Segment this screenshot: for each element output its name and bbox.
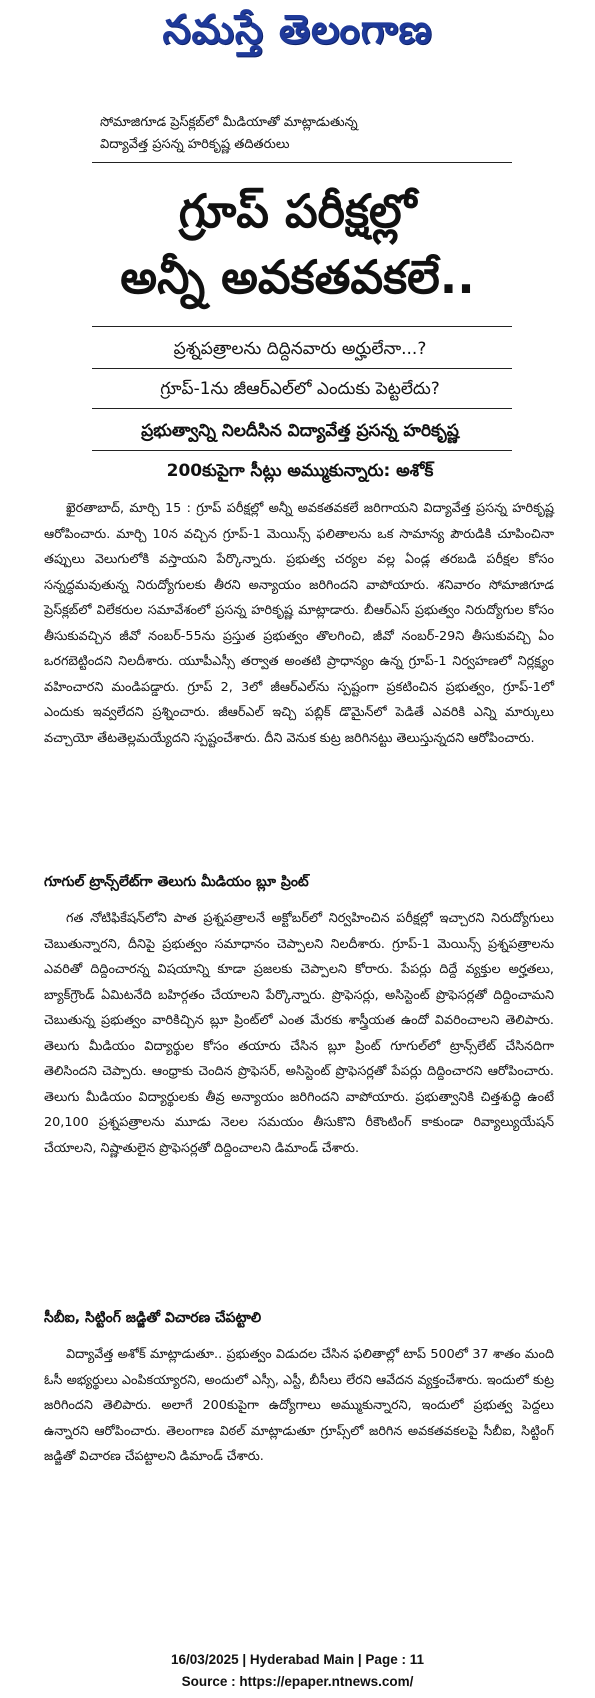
article-body-part-3 (44, 1342, 554, 1470)
caption-line-1: సోమాజిగూడ ప్రెస్‌క్లబ్‌లో మీడియాతో మాట్లాడుతున్న (100, 115, 358, 130)
headline-line-1: గ్రూప్ పరీక్షల్లో (178, 184, 417, 238)
deck-divider-1 (92, 368, 512, 369)
deck-divider-3 (92, 450, 512, 451)
paragraph-1: ఖైరతాబాద్, మార్చి 15 : గ్రూప్ పరీక్షల్లో అన్నీ అవకతవకలే జరిగాయని విద్యావేత్త ప్రసన్న హరికృష్ణ ఆరోపించారు. మార్చి 10న వచ్చిన గ్రూప్-1 మెయిన్స్ ఫలితాలను ఒక సామాన్య పౌరుడికి చూపించినా తప్పులు వెలుగులోకి వస్తాయని పేర్కొన్నారు. ప్రభుత్వ చర్యల వల్ల ఏండ్ల తరబడి పరీక్షల కోసం సన్నద్ధమవుతున్న నిరుద్యోగులకు తీరని అన్యాయం జరిగిందని వాపోయారు. శనివారం సోమాజిగూడ ప్రెస్‌క్లబ్‌లో విలేకరుల సమావేశంలో ప్రసన్న హరికృష్ణ మాట్లాడారు. బీఆర్‌ఎస్ ప్రభుత్వం నిరుద్యోగుల కోసం తీసుకువచ్చిన జీవో నంబర్-55ను ప్రస్తుత ప్రభుత్వం తొలగించి, జీవో నంబర్-29ని తీసుకువచ్చి ఏం ఒరగబెట్టిందని నిలదీశారు. యూపీఎస్సీ తర్వాత అంతటి ప్రాధాన్యం ఉన్న గ్రూప్-1 నిర్వహణలో నిర్లక్ష్యం వహించారని మండిపడ్డారు. గ్రూప్ 2, 3లో జీఆర్‌ఎల్‌ను స్పష్టంగా ప్రకటించిన ప్రభుత్వం, గ్రూప్-1లో ఎందుకు ఇవ్వలేదని ప్రశ్నించారు. జీఆర్‌ఎల్ ఇచ్చి పబ్లిక్ డొమైన్‌లో పెడితే ఎవరికి ఎన్ని మార్కులు వచ్చాయో తేటతెల్లమయ్యేదని స్పష్టంచేశారు. దీని వెనుక కుట్ర జరిగినట్టు తెలుస్తున్నదని ఆరోపించారు. (44, 501, 554, 746)
caption-divider (92, 162, 512, 163)
footer-dateline: 16/03/2025 | Hyderabad Main | Page : 11 (171, 1652, 424, 1667)
deck-divider-2 (92, 408, 512, 409)
article-body-part-2 (44, 906, 554, 1161)
deck-line-1: ప్రశ్నపత్రాలను దిద్దినవారు అర్హులేనా...? (173, 339, 427, 359)
headline-line-2: అన్నీ అవకతవకలే.. (120, 250, 475, 304)
headline-divider (92, 326, 512, 327)
subheading-1: గూగుల్ ట్రాన్స్‌లేట్‌గా తెలుగు మీడియం బ్లూ ప్రింట్ (44, 874, 309, 890)
deck-line-4: 200కుపైగా సీట్లు అమ్ముకున్నారు: అశోక్ (166, 461, 434, 481)
paragraph-2: గత నోటిఫికేషన్‌లోని పాత ప్రశ్నపత్రాలనే అక్టోబర్‌లో నిర్వహించిన పరీక్షల్లో ఇచ్చారని నిరుద్యోగులు చెబుతున్నారని, దీనిపై ప్రభుత్వం సమాధానం చెప్పాలని నిలదీశారు. గ్రూప్-1 మెయిన్స్ ప్రశ్నపత్రాలను ఎవరితో దిద్దించారన్న విషయాన్ని కూడా ప్రజలకు చెప్పాలని కోరారు. పేపర్లు దిద్దే వ్యక్తుల అర్హతలు, బ్యాక్‌గ్రౌండ్ ఏమిటనేది బహిర్గతం చేయాలని పేర్కొన్నారు. ప్రొఫెసర్లు, అసిస్టెంట్ ప్రొఫెసర్లతో దిద్దించామని చెబుతున్న ప్రభుత్వం వారికిచ్చిన బ్లూ ప్రింట్‌లో ఎంత మేరకు శాస్త్రీయత ఉందో వివరించాలని తెలిపారు. తెలుగు మీడియం విద్యార్థుల కోసం తయారు చేసిన బ్లూ ప్రింట్ గూగుల్‌లో ట్రాన్స్‌లేట్ చేసినదిగా తెలిసిందని చెప్పారు. ఆంధ్రాకు చెందిన ప్రొఫెసర్, అసిస్టెంట్ ప్రొఫెసర్లతో పేపర్లు దిద్దించారని ఆరోపించారు. తెలుగు మీడియం విద్యార్థులకు తీవ్ర అన్యాయం జరిగిందని వాపోయారు. ప్రభుత్వానికి చిత్తశుద్ధి ఉంటే 20,100 ప్రశ్నపత్రాలను మూడు నెలల సమయం తీసుకొని రీకౌంటింగ్ కాకుండా రివ్యాల్యుయేషన్ చేయాలని, నిష్ణాతులైన ప్రొఫెసర్లతో దిద్దించాలని డిమాండ్ చేశారు. (44, 911, 554, 1156)
deck-line-2: గ్రూప్-1ను జీఆర్‌ఎల్‌లో ఎందుకు పెట్టలేదు? (160, 379, 440, 399)
newspaper-logo: నమస్తే తెలంగాణ (162, 6, 433, 53)
photo-caption (100, 112, 510, 156)
article-body-part-1 (44, 496, 554, 751)
caption-line-2: విద్యావేత్త ప్రసన్న హరికృష్ణ తదితరులు (100, 137, 290, 152)
deck-line-3: ప్రభుత్వాన్ని నిలదీసిన విద్యావేత్త ప్రసన్న హరికృష్ణ (141, 421, 459, 441)
footer-source: Source : https://epaper.ntnews.com/ (181, 1674, 414, 1689)
subheading-2: సీబీఐ, సిట్టింగ్ జడ్జితో విచారణ చేపట్టాలి (44, 1310, 262, 1326)
masthead (0, 0, 595, 78)
paragraph-3: విద్యావేత్త అశోక్ మాట్లాడుతూ.. ప్రభుత్వం విడుదల చేసిన ఫలితాల్లో టాప్ 500లో 37 శాతం మంది ఓసీ అభ్యర్థులు ఎంపికయ్యారని, అందులో ఎస్సీ, ఎస్టీ, బీసీలు లేరని ఆవేదన వ్యక్తంచేశారు. ఇందులో కుట్ర జరిగిందని తెలిపారు. అలాగే 200కుపైగా ఉద్యోగాలు అమ్ముకున్నారని, ఇందులో ప్రభుత్వ పెద్దలు ఉన్నారని ఆరోపించారు. తెలంగాణ విఠల్ మాట్లాడుతూ గ్రూప్స్‌లో జరిగిన అవకతవకలపై సీబీఐ, సిట్టింగ్ జడ్జితో విచారణ చేపట్టాలని డిమాండ్ చేశారు. (44, 1347, 554, 1464)
